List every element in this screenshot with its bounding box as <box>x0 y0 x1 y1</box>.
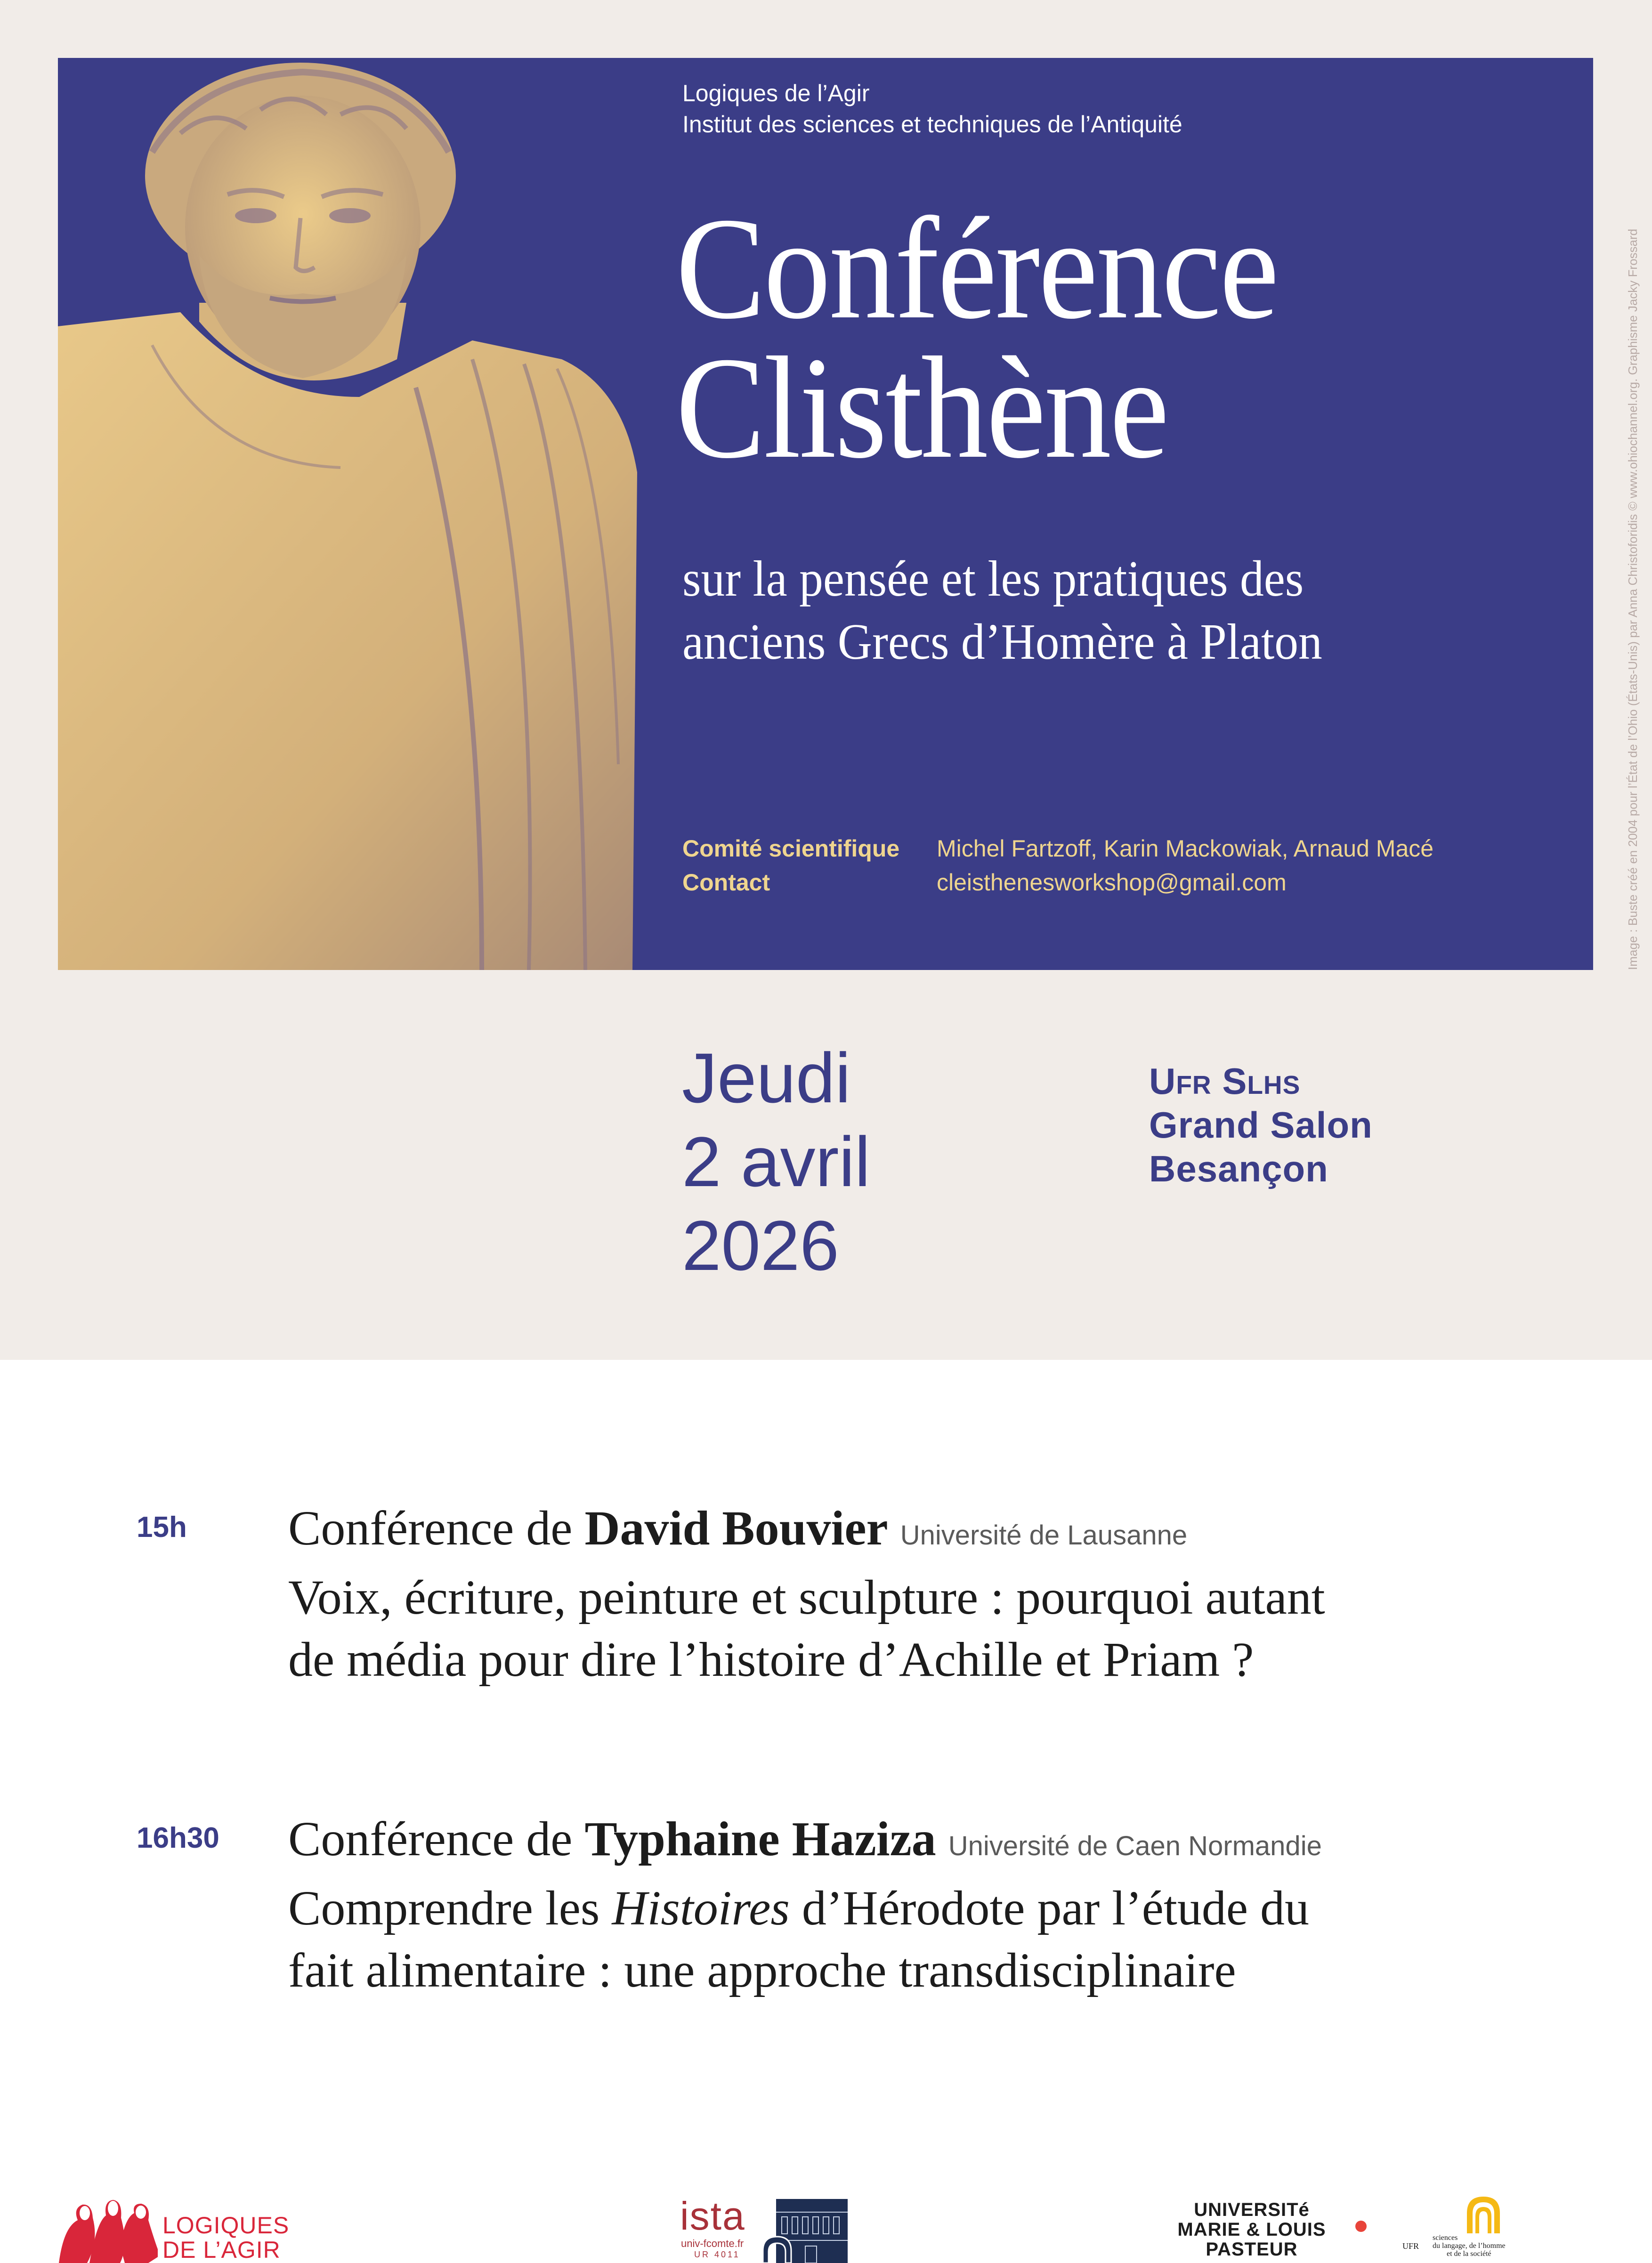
date-year: 2026 <box>682 1206 839 1285</box>
logo-ufr-slhs <box>1399 2185 1578 2263</box>
ufr-prefix: UFR <box>1402 2241 1419 2251</box>
umlp-line-2: MARIE & LOUIS <box>1177 2219 1326 2240</box>
umlp-line-3: PASTEUR <box>1206 2239 1298 2260</box>
speaker-affiliation: Université de Lausanne <box>900 1520 1188 1551</box>
org-line-logiques: Logiques de l’Agir <box>682 80 870 106</box>
ista-name: ista <box>680 2194 745 2238</box>
talk-time: 16h30 <box>137 1822 219 1854</box>
talk-body <box>288 1497 1325 1691</box>
date-day-month: 2 avril <box>682 1122 871 1201</box>
ufr-line-1: sciences <box>1433 2234 1458 2242</box>
talk-time: 15h <box>137 1511 187 1544</box>
umlp-line-1: UNIVERSITé <box>1194 2199 1310 2220</box>
logiques-text <box>162 2213 289 2262</box>
cleisthenes-bust-image <box>58 58 670 970</box>
committee-value: Michel Fartzoff, Karin Mackowiak, Arnaud Macé <box>937 835 1434 862</box>
partner-logos <box>0 2185 1652 2263</box>
talk-title-italic: Histoires <box>612 1881 790 1935</box>
date-weekday: Jeudi <box>682 1038 851 1117</box>
committee-label: Comité scientifique <box>682 835 900 862</box>
contact-label: Contact <box>682 869 770 896</box>
logiques-line-2: DE L’AGIR <box>162 2237 281 2263</box>
subtitle-line-1: sur la pensée et les pratiques des <box>682 551 1304 607</box>
event-venue <box>1149 1059 1373 1191</box>
logiques-line-1: LOGIQUES <box>162 2212 290 2239</box>
title-line-2: Clisthène <box>676 327 1168 489</box>
talk-title-text: Comprendre les <box>288 1881 612 1935</box>
subtitle-line-2: anciens Grecs d’Homère à Platon <box>682 614 1322 670</box>
talk-title-line-1: Voix, écriture, peinture et sculpture : pourquoi autant <box>288 1570 1325 1625</box>
talk-prefix: Conférence de <box>288 1812 585 1866</box>
event-meta <box>682 832 1433 899</box>
page-title <box>676 188 1278 489</box>
org-line-ista: Institut des sciences et techniques de l’Antiquité <box>682 111 1182 137</box>
event-date <box>682 1036 870 1287</box>
title-line-1: Conférence <box>676 188 1278 349</box>
talk-title-line-2: fait alimentaire : une approche transdisciplinaire <box>288 1943 1236 1997</box>
organizers <box>682 78 1182 140</box>
building-icon <box>763 2199 848 2263</box>
image-credit: Image : Buste créé en 2004 pour l’État de l’Ohio (États-Unis) par Anna Christoforidis © www.ohiochannel.org. Graphisme Jacky Frossard <box>1626 228 1640 970</box>
talk-title-text: d’Hérodote par l’étude du <box>789 1881 1310 1935</box>
talk-heading <box>288 1497 1325 1567</box>
speaker-affiliation: Université de Caen Normandie <box>948 1831 1322 1861</box>
speaker-name: Typhaine Haziza <box>584 1812 936 1866</box>
ista-url: univ-fcomte.fr <box>681 2238 744 2249</box>
speaker-name: David Bouvier <box>584 1501 888 1555</box>
venue-line-2: Grand Salon <box>1149 1104 1373 1146</box>
ufr-line-3: et de la société <box>1447 2250 1491 2258</box>
arch-icon <box>1467 2197 1500 2233</box>
talk-title-line-1 <box>288 1877 1322 1940</box>
talk-body <box>288 1808 1322 2002</box>
ista-code: UR 4011 <box>694 2250 740 2259</box>
talk-title-line-2: de média pour dire l’histoire d’Achille et Priam ? <box>288 1633 1254 1687</box>
ufr-line-2: du langage, de l’homme <box>1433 2242 1506 2250</box>
owls-icon <box>54 2199 158 2263</box>
contact-row <box>682 865 1433 899</box>
talk-heading <box>288 1808 1322 1877</box>
logo-ista <box>678 2185 848 2263</box>
ufr-name <box>1433 2234 1506 2258</box>
red-dot-icon <box>1355 2221 1367 2232</box>
logo-umlp <box>1172 2185 1369 2263</box>
venue-line-3: Besançon <box>1149 1148 1328 1189</box>
subtitle <box>682 548 1322 674</box>
contact-email-link[interactable]: cleisthenesworkshop@gmail.com <box>937 869 1287 896</box>
logo-logiques-de-l-agir <box>54 2185 374 2263</box>
venue-line-1: Ufr Slhs <box>1149 1060 1301 1102</box>
hero-panel <box>58 58 1593 970</box>
talk-prefix: Conférence de <box>288 1501 585 1555</box>
committee-row <box>682 832 1433 865</box>
umlp-text <box>1172 2200 1332 2259</box>
